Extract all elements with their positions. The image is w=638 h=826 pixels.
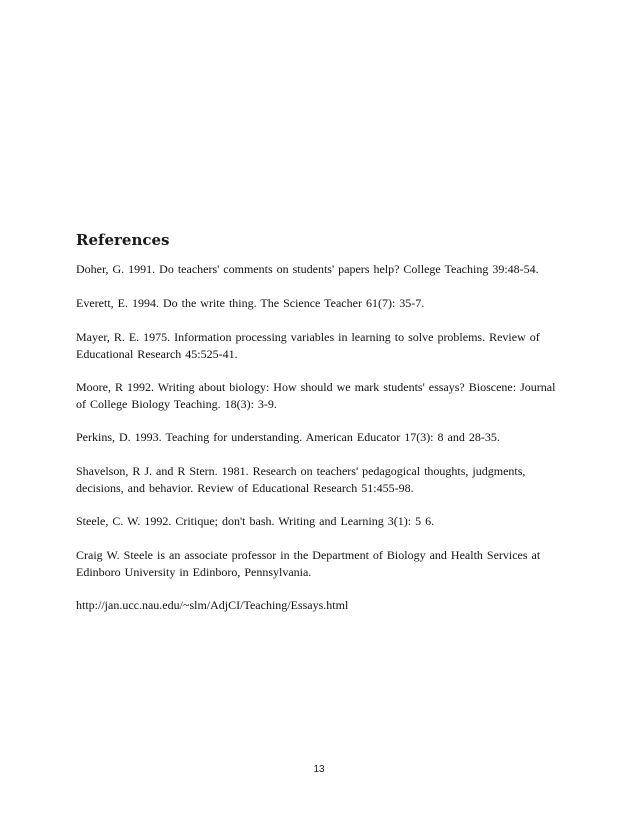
references-heading: References: [76, 231, 170, 249]
reference-shavelson: Shavelson, R J. and R Stern. 1981. Research on teachers' pedagogical thoughts, judgments, decisions, and behavior. Review of Educational Research 51:455-98.: [76, 464, 526, 495]
source-url: http://jan.ucc.nau.edu/~slm/AdjCI/Teaching/Essays.html: [76, 598, 349, 612]
reference-mayer: Mayer, R. E. 1975. Information processing variables in learning to solve problems. Review of Educational Research 45:525-41.: [76, 330, 540, 361]
reference-perkins: Perkins, D. 1993. Teaching for understanding. American Educator 17(3): 8 and 28-35.: [76, 430, 500, 444]
reference-doher: Doher, G. 1991. Do teachers' comments on students' papers help? College Teaching 39:48-54.: [76, 262, 539, 276]
author-note: Craig W. Steele is an associate professor in the Department of Biology and Health Services at Edinboro University in Edinboro, Pennsylvania.: [76, 548, 541, 579]
references-section: [76, 230, 566, 631]
page-number: 13: [313, 764, 325, 775]
reference-moore: Moore, R 1992. Writing about biology: How should we mark students' essays? Bioscene: Journal of College Biology Teaching. 18(3): 3-9.: [76, 380, 556, 411]
reference-everett: Everett, E. 1994. Do the write thing. The Science Teacher 61(7): 35-7.: [76, 296, 425, 310]
reference-steele: Steele, C. W. 1992. Critique; don't bash. Writing and Learning 3(1): 5 6.: [76, 514, 435, 528]
reference-list: [76, 261, 566, 614]
